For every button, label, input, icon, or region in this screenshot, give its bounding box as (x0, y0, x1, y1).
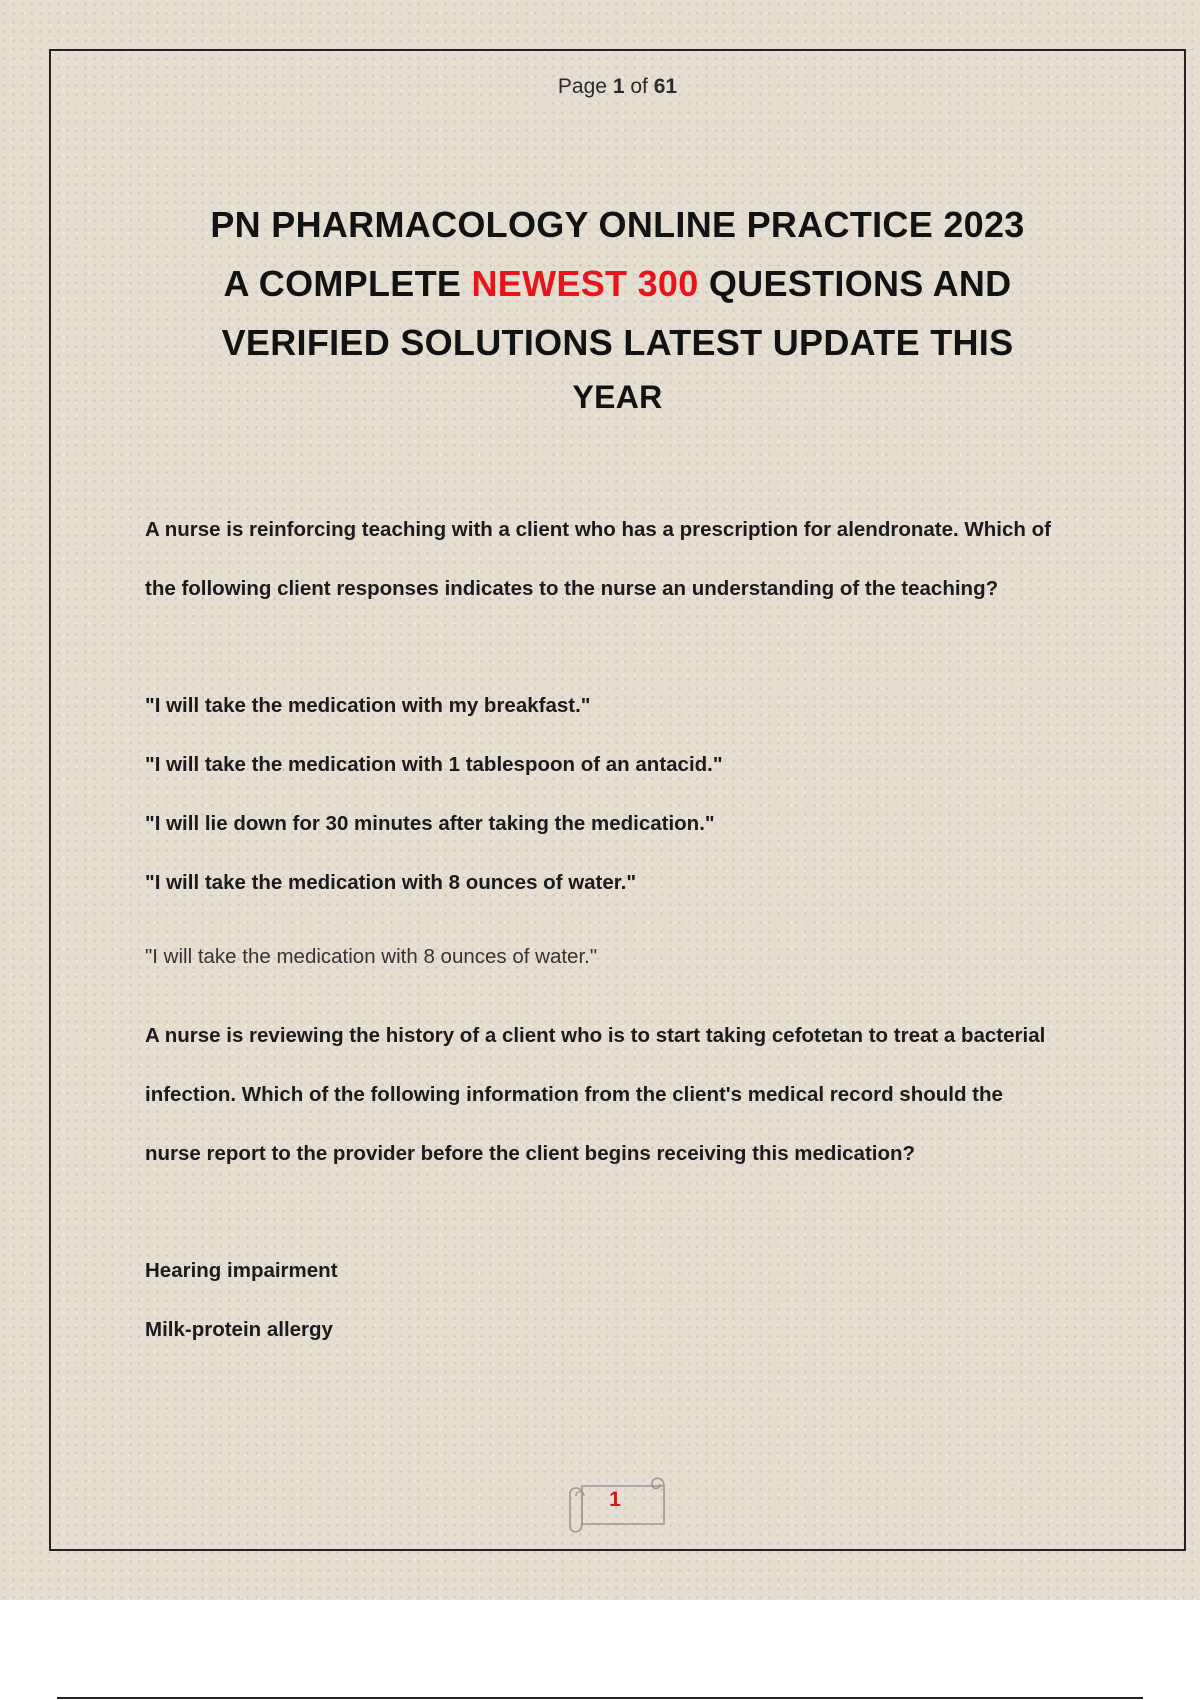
title-line-4: YEAR (572, 379, 663, 415)
page-number-badge (560, 1472, 670, 1534)
title-line-3: VERIFIED SOLUTIONS LATEST UPDATE THIS (221, 322, 1014, 363)
question-1-options (145, 676, 1095, 912)
question-2-stem (145, 1006, 1095, 1183)
page-label: Page (557, 75, 607, 98)
page-total: 61 (653, 75, 678, 98)
footer-page-number: 1 (609, 1488, 621, 1511)
question-1-option-2: "I will take the medication with 1 tablespoon of an antacid." (145, 753, 723, 776)
title-highlight: NEWEST 300 (471, 263, 699, 304)
question-1-stem (145, 500, 1095, 618)
bottom-divider (57, 1697, 1143, 1699)
page-indicator (0, 75, 1200, 99)
question-1-option-1: "I will take the medication with my breakfast." (145, 694, 591, 717)
question-2-options (145, 1241, 1095, 1359)
question-1-option-4: "I will take the medication with 8 ounces of water." (145, 871, 637, 894)
question-1-line-2: the following client responses indicates to the nurse an understanding of the teaching? (145, 577, 999, 600)
page-of: of (630, 75, 648, 98)
title-line-2-pre: A COMPLETE (223, 263, 472, 304)
document-title (140, 195, 1095, 422)
question-1-line-1: A nurse is reinforcing teaching with a client who has a prescription for alendronate. Which of (145, 518, 1051, 541)
question-2-option-1: Hearing impairment (145, 1259, 338, 1282)
page-current: 1 (612, 75, 625, 98)
question-2-line-3: nurse report to the provider before the client begins receiving this medication? (145, 1142, 916, 1165)
title-line-2-post: QUESTIONS AND (698, 263, 1012, 304)
question-1-option-3: "I will lie down for 30 minutes after taking the medication." (145, 812, 715, 835)
question-1-answer: "I will take the medication with 8 ounces of water." (145, 945, 598, 968)
question-2-line-1: A nurse is reviewing the history of a client who is to start taking cefotetan to treat a bacterial (145, 1024, 1046, 1047)
title-line-1: PN PHARMACOLOGY ONLINE PRACTICE 2023 (210, 204, 1025, 245)
question-2-option-2: Milk-protein allergy (145, 1318, 333, 1341)
question-2-line-2: infection. Which of the following information from the client's medical record should the (145, 1083, 1003, 1106)
